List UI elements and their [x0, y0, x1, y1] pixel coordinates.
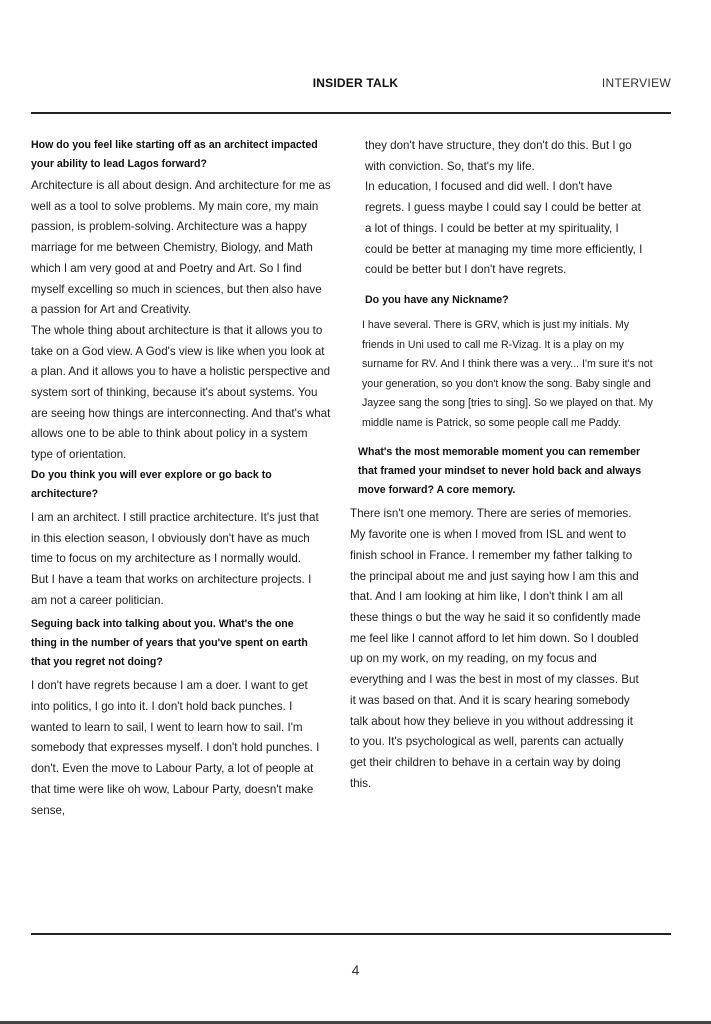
answer-architect: Architecture is all about design. And architecture for me as well as a tool to solve problems. My main core, my main passion, is problem-solving. Architecture was a happy marriage for me between Chemistry, Biology, and Math which I am very good at and Poetry and Art. So I find myself excelling so much in sciences, but then also have a passion for Art and Creativity. The whole thing about architecture is that it allows you to take on a God view. A God's view is like when you look at a plan. And it allows you to have a holistic perspective and system sort of thinking, because it's about systems. You are seeing how things are interconnecting. And that's what allows one to be able to think about policy in a system type of orientation. — [31, 179, 331, 462]
bottom-divider — [31, 933, 671, 935]
answer-nickname: I have several. There is GRV, which is just my initials. My friends in Uni used to call me R-Vizag. It is a play on my surname for RV. And I think there was a very... I'm sure it's not your generation, so you don't know the song. Baby single and Jayzee sang the song [tries to sing]. So we played on that. My middle name is Patrick, so some people call me Paddy. — [362, 318, 653, 429]
right-column — [350, 136, 653, 794]
question-architect: How do you feel like starting off as an architect impacted your ability to lead Lagos forward? — [31, 139, 318, 170]
answer-regrets: I don't have regrets because I am a doer. I want to get into politics, I go into it. I don't hold back punches. I wanted to learn to sail, I went to learn how to sail. I'm somebody that expresses myself. I don't hold punches. I don't. Even the move to Labour Party, a lot of people at that time were like oh wow, Labour Party, doesn't make sense, — [31, 679, 320, 817]
answer-regrets-continued: they don't have structure, they don't do this. But I go with conviction. So, that's my life. In education, I focused and did well. I don't have regrets. I guess maybe I could say I could be better at a lot of things. I could be better at my spirituality, I could be better at managing my time more efficiently, I could be better but I don't have regrets. — [365, 139, 643, 277]
question-nickname: Do you have any Nickname? — [365, 293, 509, 306]
question-regrets: Seguing back into talking about you. What's the one thing in the number of years that you've spent on earth that you regret not doing? — [31, 618, 308, 669]
page-number: 4 — [351, 962, 360, 978]
answer-memorable-moment: There isn't one memory. There are series of memories. My favorite one is when I moved from ISL and went to finish school in France. I remember my father talking to the principal about me and just saying how I am this and that. And I am looking at him like, I don't think I am all these things o but the way he said it so confidently made me feel like I cannot afford to let him down. So I doubled up on my work, on my reading, on my focus and everything and I was the best in most of my classes. But it was based on that. And it is scary hearing somebody talk about how they believe in you without addressing it to you. It's psychological as well, parents can actually get their children to behave in a certain way by doing this. — [350, 507, 641, 790]
question-memorable-moment: What's the most memorable moment you can remember that framed your mindset to never hold back and always move forward? A core memory. — [358, 446, 642, 497]
question-back-to-architecture: Do you think you will ever explore or go back to architecture? — [31, 468, 272, 500]
top-divider — [31, 112, 671, 114]
left-column — [31, 136, 331, 821]
header-title: INSIDER TALK — [312, 76, 399, 90]
header-section-label: INTERVIEW — [601, 76, 671, 90]
answer-back-to-architecture: I am an architect. I still practice architecture. It's just that in this election season, I obviously don't have as much time to focus on my architecture as I normally would. But I have a team that works on architecture projects. I am not a career politician. — [31, 510, 319, 607]
